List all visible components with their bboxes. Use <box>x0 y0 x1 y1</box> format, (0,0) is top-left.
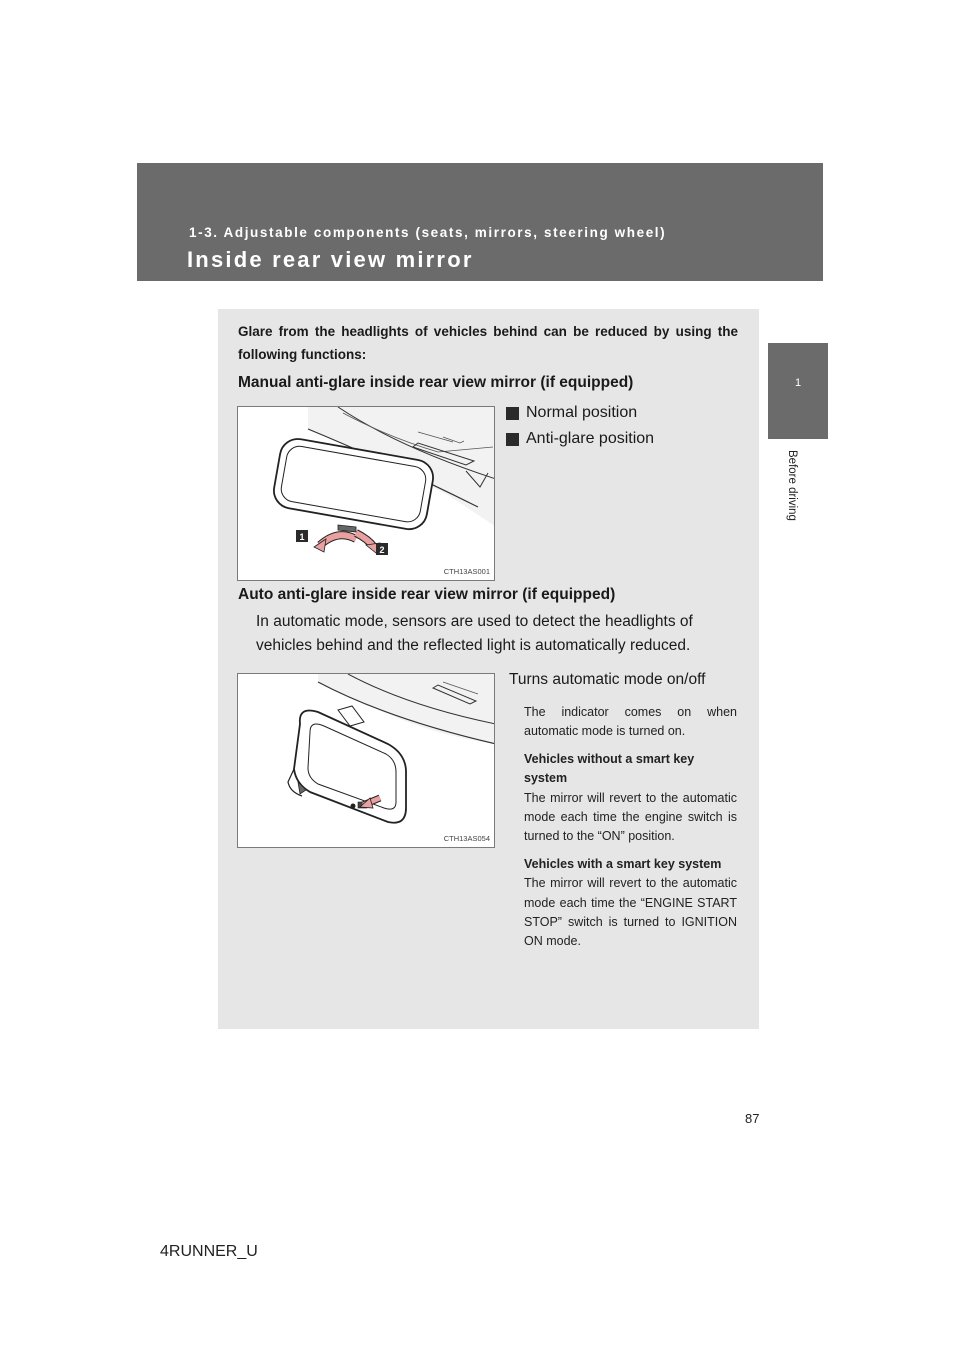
intro-text: Glare from the headlights of vehicles behind can be reduced by using the following functions: <box>238 324 738 362</box>
smart-key-heading: Vehicles with a smart key system <box>524 856 722 871</box>
number-1-icon <box>506 407 519 420</box>
auto-mirror-drawing <box>238 674 495 848</box>
auto-mirror-illustration <box>237 673 495 848</box>
indicator-note: The indicator comes on when automatic mode is turned on. <box>524 705 737 739</box>
manual-mirror-drawing <box>238 407 495 581</box>
legend-label: Normal position <box>526 404 638 421</box>
content-box <box>218 309 759 1029</box>
legend-label: Anti-glare position <box>526 430 655 447</box>
auto-mode-button-label: Turns automatic mode on/off <box>509 671 706 688</box>
no-smart-key-heading: Vehicles without a smart key system <box>524 751 695 786</box>
auto-mode-notes <box>524 703 737 952</box>
chapter-name <box>788 450 808 546</box>
section-label: 1-3. Adjustable components (seats, mirrors, steering wheel) <box>189 225 667 240</box>
manual-mirror-heading: Manual anti-glare inside rear view mirror (if equipped) <box>238 374 634 391</box>
manual-mirror-illustration <box>237 406 495 581</box>
no-smart-key-text: The mirror will revert to the automatic mode each time the engine switch is turned to the “ON” position. <box>524 790 737 844</box>
auto-mirror-heading: Auto anti-glare inside rear view mirror (if equipped) <box>238 586 616 603</box>
page-title: Inside rear view mirror <box>187 247 474 272</box>
number-2-icon <box>506 433 519 446</box>
page-number: 87 <box>745 1111 760 1126</box>
chapter-name-label: Before driving <box>786 450 798 521</box>
manual-code: 4RUNNER_U <box>160 1243 258 1260</box>
callout-1: 1 <box>299 532 305 542</box>
callout-2: 2 <box>379 545 385 555</box>
header-band <box>137 163 823 281</box>
smart-key-text: The mirror will revert to the automatic mode each time the “ENGINE START STOP” switch is turned to IGNITION ON mode. <box>524 876 737 949</box>
chapter-tab[interactable] <box>768 343 828 439</box>
chapter-number: 1 <box>794 377 802 389</box>
image-code-2: CTH13AS054 <box>443 834 490 843</box>
image-code-1: CTH13AS001 <box>443 567 490 576</box>
auto-mirror-description: In automatic mode, sensors are used to detect the headlights of vehicles behind and the reflected light is automatically reduced. <box>256 613 693 654</box>
